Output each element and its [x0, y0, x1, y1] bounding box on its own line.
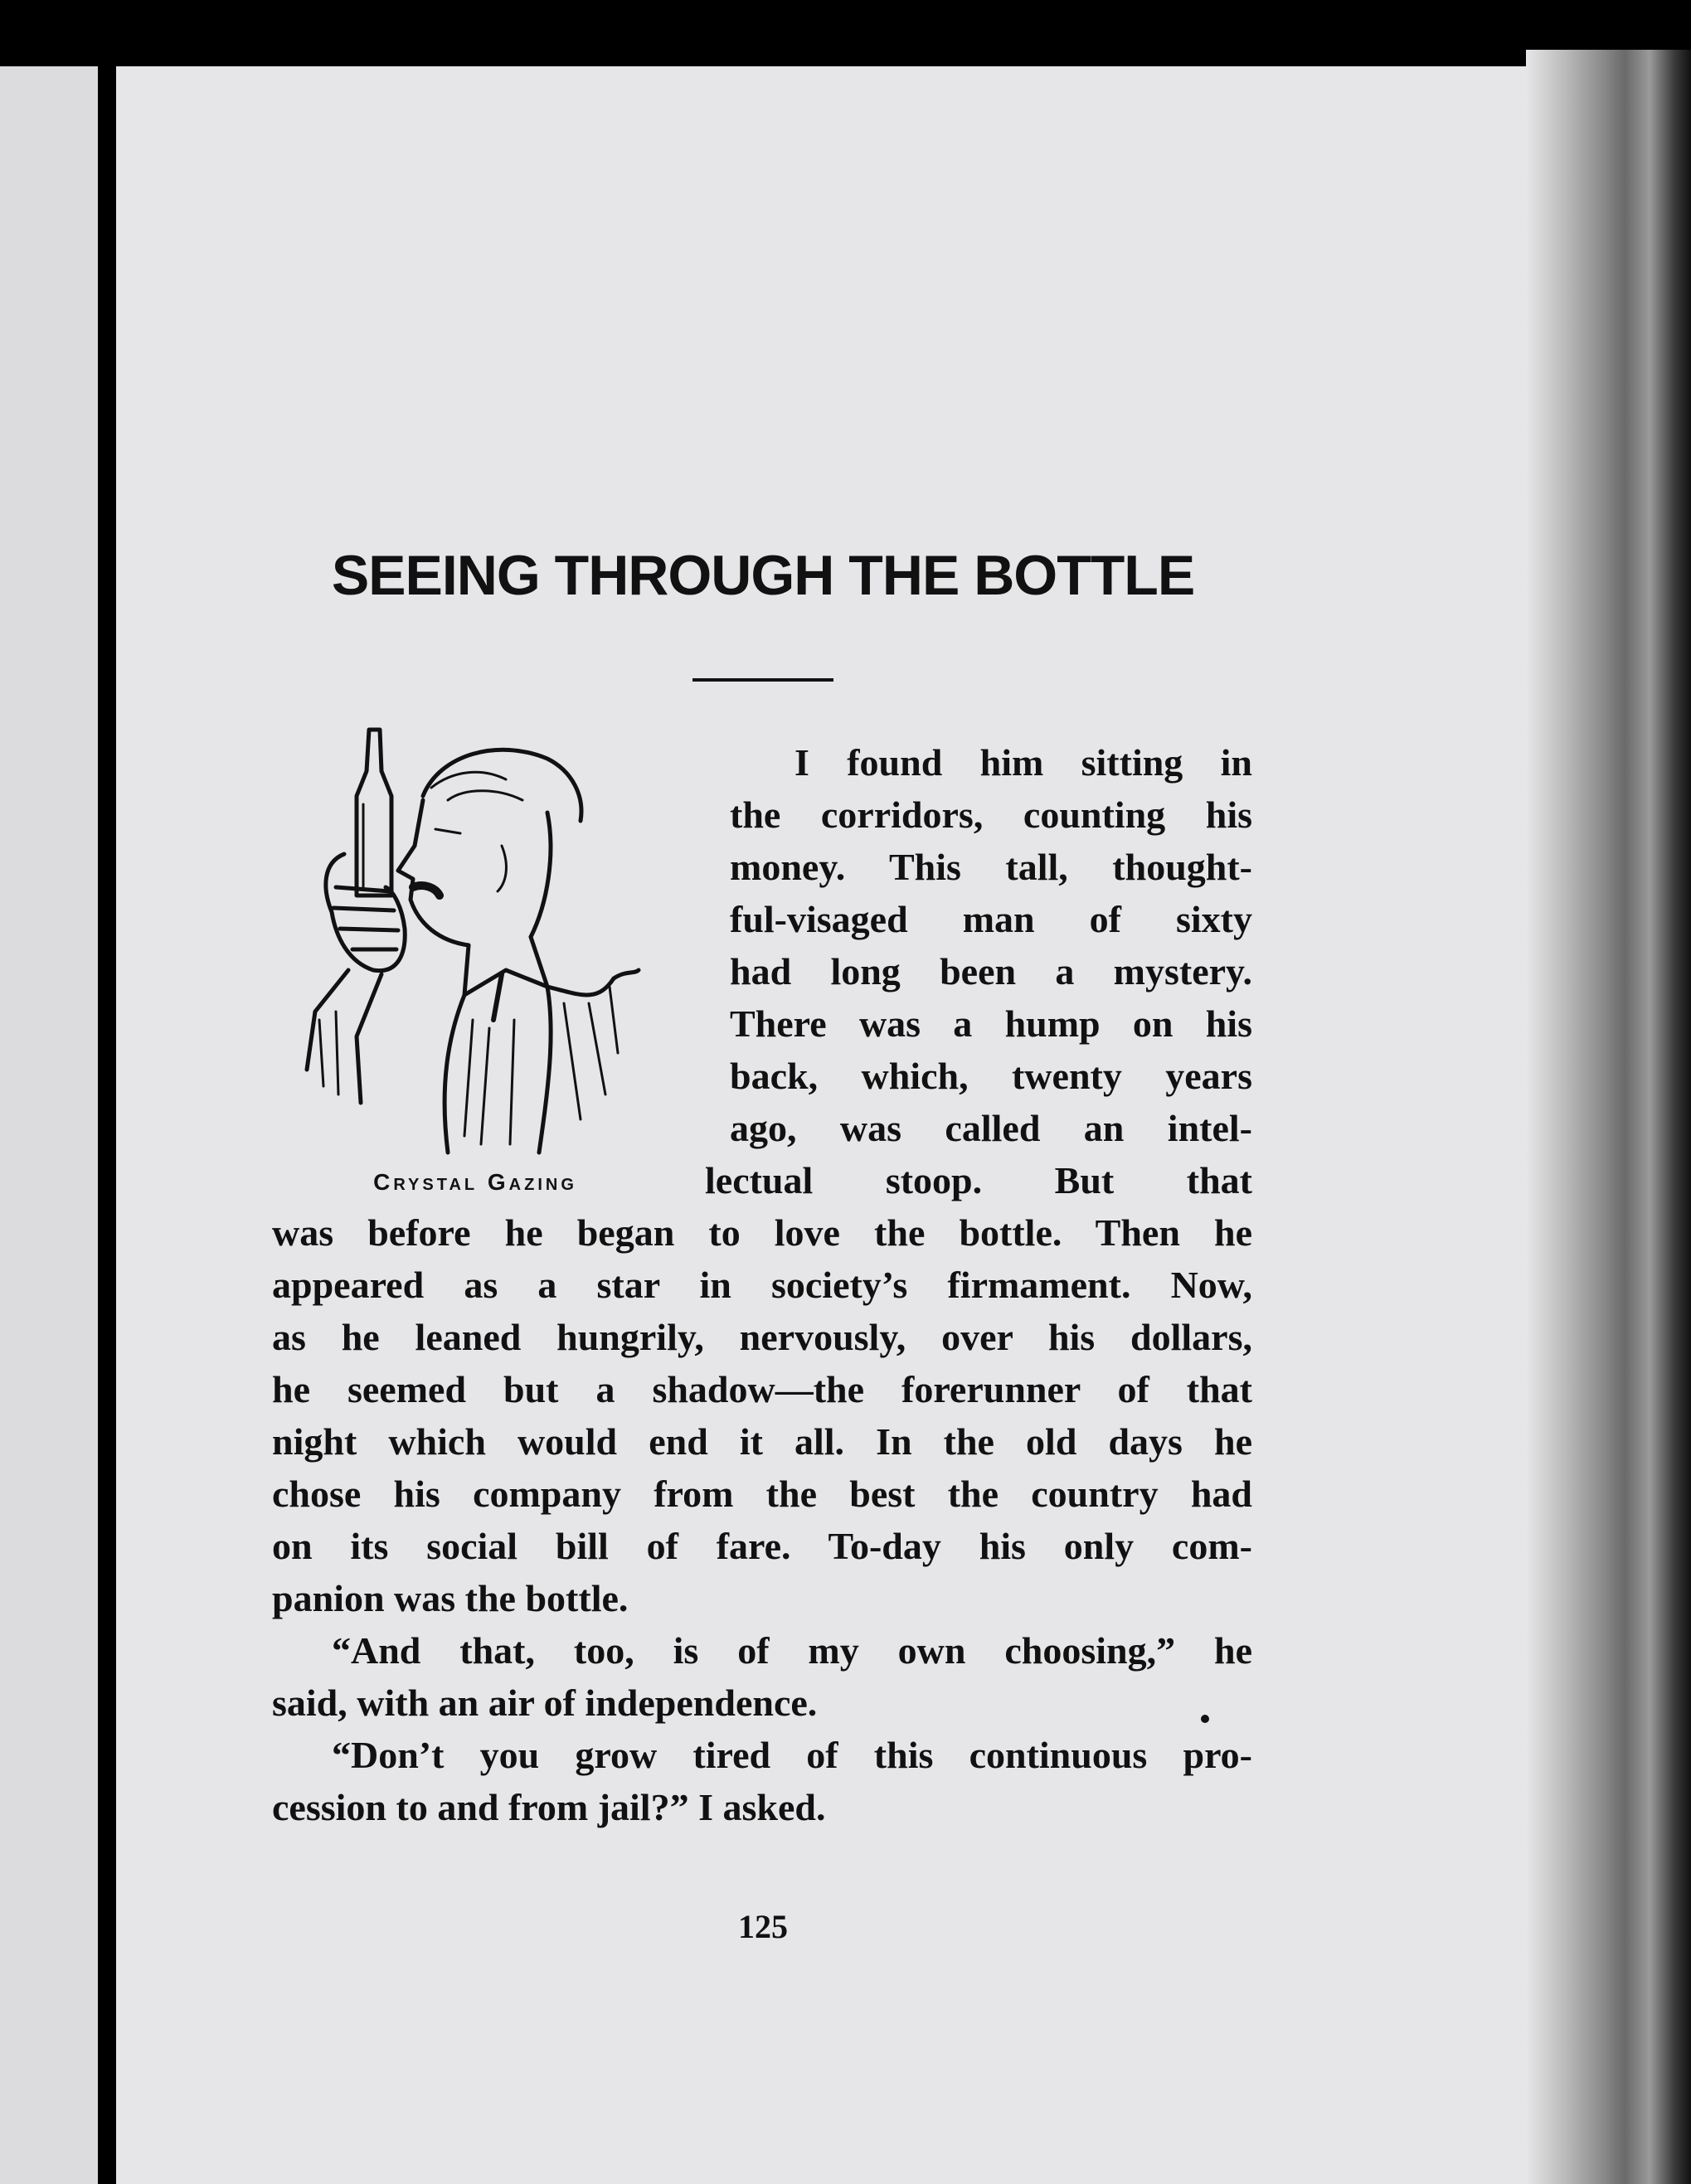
- page-number: 125: [738, 1908, 788, 1945]
- body-line: on its social bill of fare. To-day his only com-: [272, 1525, 1252, 1567]
- body-line: cession to and from jail?” I asked.: [272, 1786, 826, 1828]
- body-line: There was a hump on his: [730, 1002, 1252, 1045]
- body-line: money. This tall, thought-: [730, 846, 1252, 888]
- body-line: ago, was called an intel-: [730, 1107, 1252, 1149]
- body-line: lectual stoop. But that: [705, 1159, 1252, 1201]
- body-line: the corridors, counting his: [730, 794, 1252, 836]
- chapter-title: SEEING THROUGH THE BOTTLE: [331, 544, 1195, 607]
- body-line: ful-visaged man of sixty: [730, 898, 1252, 940]
- body-line: panion was the bottle.: [272, 1577, 629, 1619]
- body-line: was before he began to love the bottle. Then he: [272, 1211, 1252, 1254]
- ink-speck: [1201, 1715, 1209, 1723]
- body-line: as he leaned hungrily, nervously, over his dollars,: [272, 1316, 1252, 1358]
- body-line: night which would end it all. In the old days he: [272, 1420, 1252, 1463]
- body-line: back, which, twenty years: [730, 1055, 1252, 1097]
- body-line: “And that, too, is of my own choosing,” he: [332, 1629, 1252, 1672]
- man-holding-bottle-icon: [299, 721, 688, 1169]
- book-fore-edge: [1526, 50, 1691, 2184]
- body-line: had long been a mystery.: [730, 950, 1252, 993]
- body-line: said, with an air of independence.: [272, 1682, 818, 1724]
- facing-page-edge: [0, 66, 98, 2184]
- body-line: “Don’t you grow tired of this continuous pro-: [332, 1734, 1252, 1776]
- title-divider: [692, 678, 833, 682]
- body-line: chose his company from the best the country had: [272, 1473, 1252, 1515]
- body-line: appeared as a star in society’s firmament. Now,: [272, 1264, 1252, 1306]
- illustration-caption: Crystal Gazing: [373, 1169, 577, 1195]
- body-line: I found him sitting in: [794, 741, 1252, 784]
- body-line: he seemed but a shadow—the forerunner of that: [272, 1368, 1252, 1410]
